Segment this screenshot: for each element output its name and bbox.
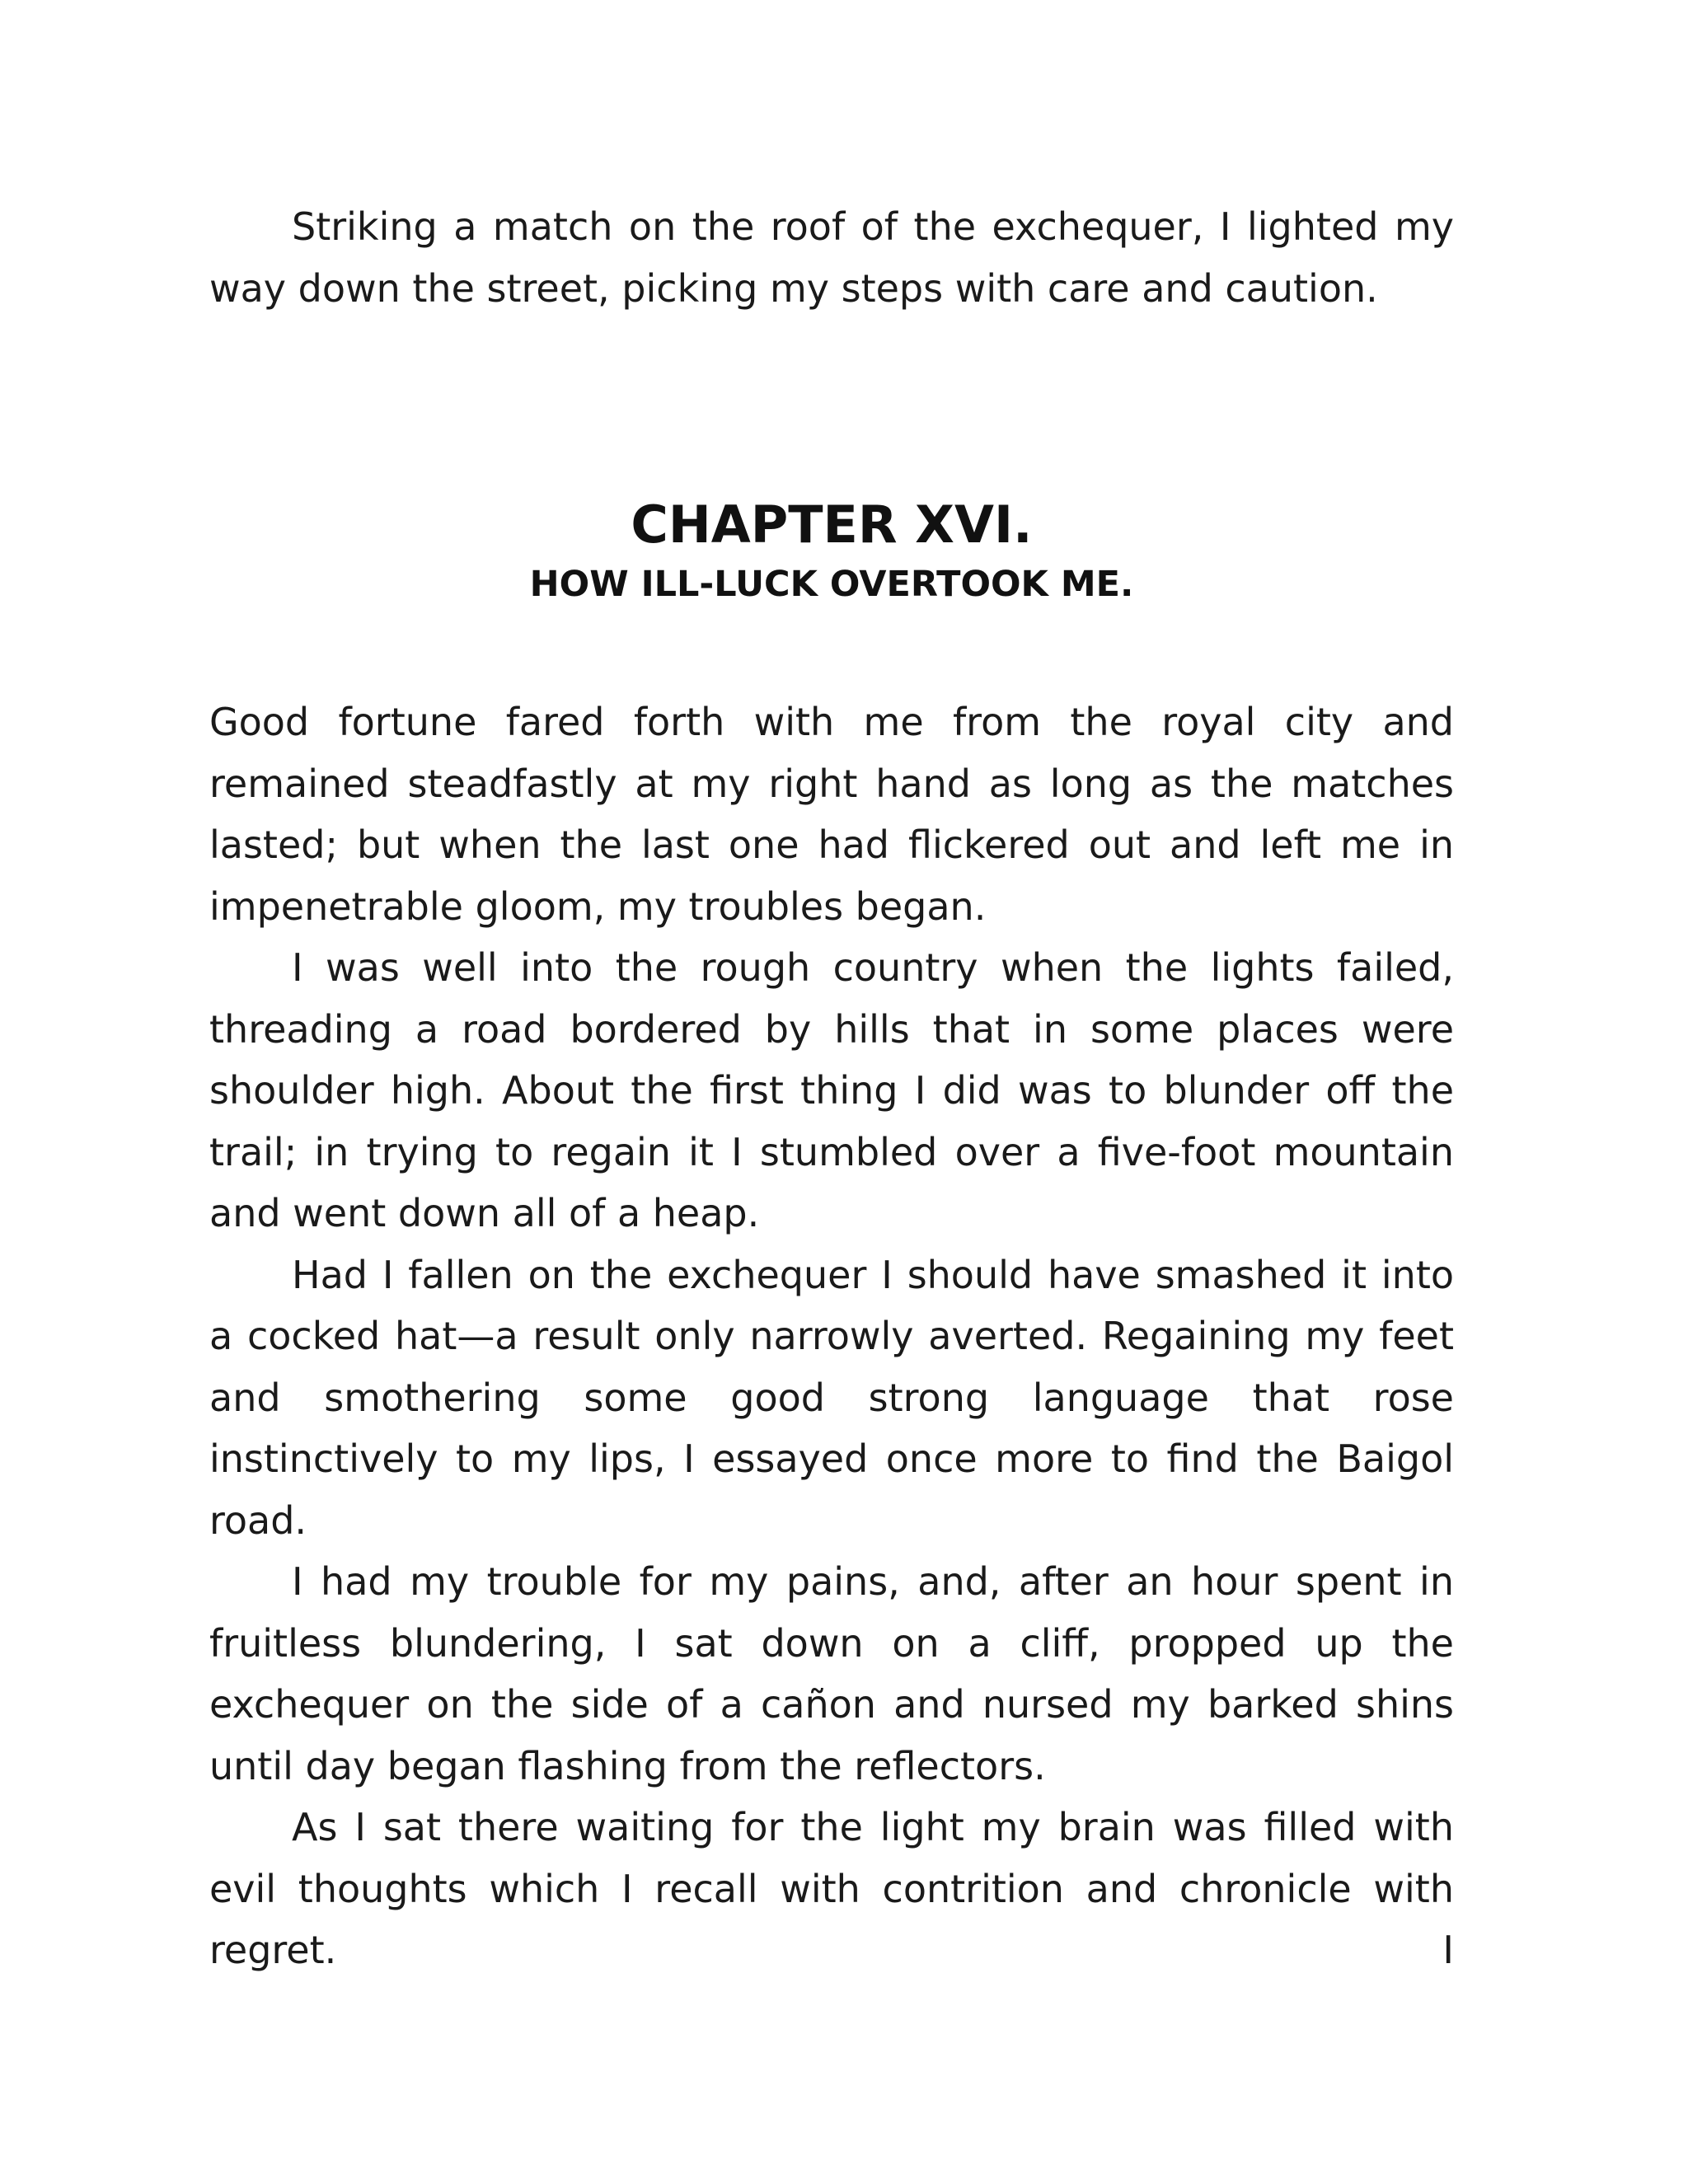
paragraph-continued: As I sat there waiting for the light my brain was filled with evil thoughts which I recall with contrition and chronicle with regret. I bbox=[209, 1805, 1454, 1972]
paragraph: I was well into the rough country when the lights failed, threading a road bordered by hills that in some places were shoulder high. About the first thing I did was to blunder off the trail; in trying to regain it I stumbled over a five-foot mountain and went down all of a heap. bbox=[209, 945, 1454, 1235]
chapter-title: CHAPTER XVI. bbox=[631, 494, 1033, 555]
chapter-body bbox=[209, 691, 1454, 1981]
paragraph: I had my trouble for my pains, and, after an hour spent in fruitless blundering, I sat down on a cliff, propped up the exchequer on the side of a cañon and nursed my barked shins until day began flashing from the reflectors. bbox=[209, 1559, 1454, 1788]
book-page bbox=[209, 196, 1454, 1981]
chapter-subtitle: HOW ILL-LUCK OVERTOOK ME. bbox=[529, 564, 1134, 605]
paragraph: Good fortune fared forth with me from the royal city and remained steadfastly at my right hand as long as the matches lasted; but when the last one had flickered out and left me in impenetrable gloom, my troubles began. bbox=[209, 700, 1454, 929]
paragraph: Had I fallen on the exchequer I should have smashed it into a cocked hat—a result only narrowly averted. Regaining my feet and smothering some good strong language that rose instinctively to my lips, I essayed once more to find the Baigol road. bbox=[209, 1252, 1454, 1543]
chapter-heading bbox=[209, 492, 1454, 609]
opening-paragraph: Striking a match on the roof of the exchequer, I lighted my way down the street, picking my steps with care and caution. bbox=[209, 204, 1454, 311]
